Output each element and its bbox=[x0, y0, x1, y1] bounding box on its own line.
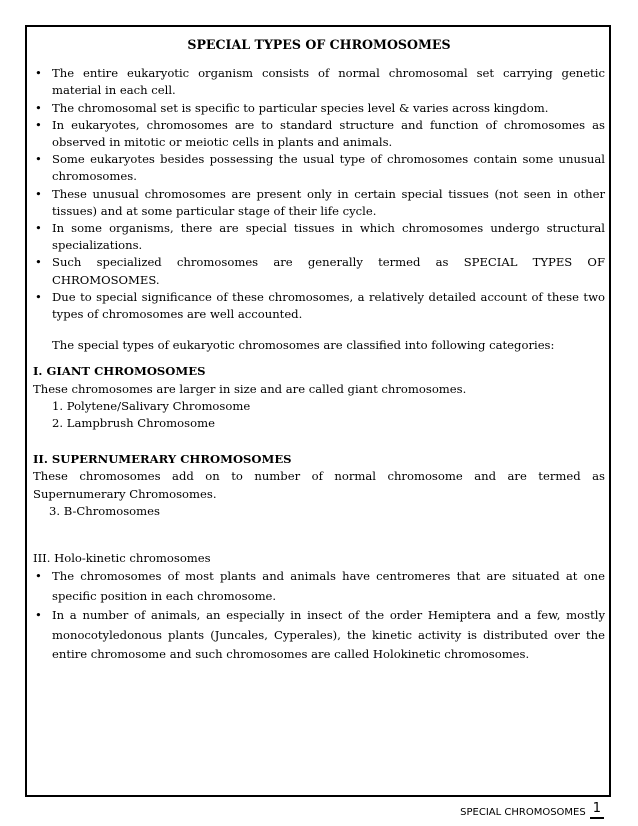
sub-item-lampbrush: 2. Lampbrush Chromosome bbox=[52, 416, 215, 431]
classification-intro: The special types of eukaryotic chromosomes are classified into following categories: bbox=[52, 338, 555, 353]
page-footer bbox=[460, 801, 604, 819]
list-item: • The chromosomal set is specific to particular species level & varies across kingdom. bbox=[33, 100, 605, 117]
list-item: • The entire eukaryotic organism consists of normal chromosomal set carrying genetic material in each cell. bbox=[33, 65, 605, 99]
section-heading-holokinetic: III. Holo-kinetic chromosomes bbox=[33, 551, 211, 566]
list-item: • In a number of animals, an especially in insect of the order Hemiptera and a few, mostly monocotyledonous plants (Juncales, Cyperales), the kinetic activity is distributed over the entire chromosome and such chromosomes are called Holokinetic chromosomes. bbox=[33, 606, 605, 664]
sub-item-polytene: 1. Polytene/Salivary Chromosome bbox=[52, 398, 251, 413]
list-item: • These unusual chromosomes are present only in certain special tissues (not seen in other tissues) and at some particular stage of their life cycle. bbox=[33, 186, 605, 220]
sub-item-b-chromosomes: 3. B-Chromosomes bbox=[49, 503, 160, 518]
holokinetic-bullet-list bbox=[33, 567, 605, 664]
section-text-giant: These chromosomes are larger in size and are called giant chromosomes. bbox=[33, 381, 467, 396]
section-text-supernumerary: These chromosomes add on to number of normal chromosome and are termed as Supernumerary Chromosomes. bbox=[33, 469, 605, 501]
list-item: • In eukaryotes, chromosomes are to standard structure and function of chromosomes as observed in mitotic or meiotic cells in plants and animals. bbox=[33, 117, 605, 151]
list-item: • Such specialized chromosomes are generally termed as SPECIAL TYPES OF CHROMOSOMES. bbox=[33, 254, 605, 288]
footer-label: SPECIAL CHROMOSOMES bbox=[460, 807, 586, 818]
list-item: • Some eukaryotes besides possessing the usual type of chromosomes contain some unusual chromosomes. bbox=[33, 151, 605, 185]
section-heading-supernumerary: II. SUPERNUMERARY CHROMOSOMES bbox=[33, 452, 292, 467]
intro-bullet-list bbox=[33, 65, 605, 323]
list-item: • The chromosomes of most plants and animals have centromeres that are situated at one specific position in each chromosome. bbox=[33, 567, 605, 606]
page-number: 1 bbox=[590, 801, 604, 819]
list-item: • Due to special significance of these chromosomes, a relatively detailed account of these two types of chromosomes are well accounted. bbox=[33, 289, 605, 323]
section-heading-giant: I. GIANT CHROMOSOMES bbox=[33, 364, 206, 379]
document-body bbox=[33, 36, 605, 664]
list-item: • In some organisms, there are special tissues in which chromosomes undergo structural specializations. bbox=[33, 220, 605, 254]
page-title: SPECIAL TYPES OF CHROMOSOMES bbox=[187, 37, 451, 52]
